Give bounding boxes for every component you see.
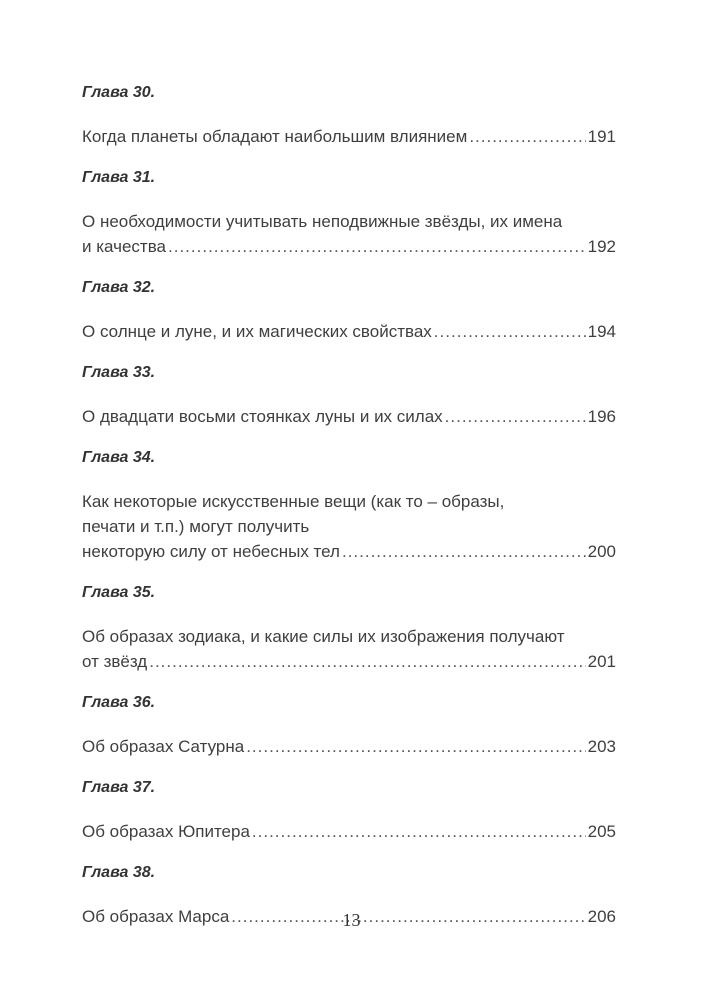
dot-leader (342, 539, 586, 564)
toc-chapter-30 (82, 80, 616, 149)
toc-entry-title: некоторую силу от небесных тел (82, 542, 340, 561)
toc-chapter-34 (82, 445, 616, 564)
dot-leader (168, 234, 586, 259)
toc-page-number: 203 (587, 737, 616, 756)
toc-entry-line: Как некоторые искусственные вещи (как то – образы, (82, 492, 505, 511)
toc-page-number: 194 (587, 322, 616, 341)
toc-chapter-33 (82, 360, 616, 429)
toc-chapter-31 (82, 165, 616, 259)
toc-entry-title: и качества (82, 237, 167, 256)
chapter-heading: Глава 34. (82, 449, 156, 466)
toc-entry[interactable] (82, 319, 616, 344)
chapter-heading: Глава 36. (82, 694, 156, 711)
table-of-contents (82, 80, 616, 945)
toc-entry-title: О солнце и луне, и их магических свойствах (82, 322, 432, 341)
toc-entry-line: Об образах зодиака, и какие силы их изображения получают (82, 627, 565, 646)
toc-chapter-35 (82, 580, 616, 674)
toc-entry-title: от звёзд (82, 652, 148, 671)
dot-leader (252, 819, 586, 844)
toc-entry-title: Когда планеты обладают наибольшим влиянием (82, 127, 468, 146)
toc-entry[interactable] (82, 404, 616, 429)
toc-entry-line: О необходимости учитывать неподвижные звёзды, их имена (82, 212, 563, 231)
toc-page-number: 200 (587, 542, 616, 561)
dot-leader (469, 124, 585, 149)
toc-chapter-36 (82, 690, 616, 759)
toc-entry-title: Об образах Юпитера (82, 822, 250, 841)
toc-page-number: 192 (587, 237, 616, 256)
dot-leader (149, 649, 585, 674)
toc-chapter-32 (82, 275, 616, 344)
dot-leader (445, 404, 586, 429)
toc-entry-last-line (82, 734, 616, 759)
toc-entry[interactable] (82, 624, 616, 674)
chapter-heading: Глава 37. (82, 779, 156, 796)
page-footer-number: 13 (342, 910, 361, 930)
dot-leader (246, 734, 585, 759)
toc-entry[interactable] (82, 124, 616, 149)
toc-entry[interactable] (82, 209, 616, 259)
chapter-heading: Глава 35. (82, 584, 156, 601)
chapter-heading: Глава 38. (82, 864, 156, 881)
toc-entry-last-line (82, 234, 616, 259)
toc-page-number: 191 (587, 127, 616, 146)
toc-entry-last-line (82, 539, 616, 564)
toc-entry[interactable] (82, 734, 616, 759)
toc-page-number: 196 (587, 407, 616, 426)
dot-leader (434, 319, 586, 344)
toc-entry[interactable] (82, 819, 616, 844)
toc-entry-line: печати и т.п.) могут получить (82, 517, 310, 536)
toc-entry[interactable] (82, 489, 616, 564)
toc-entry-last-line (82, 319, 616, 344)
toc-chapter-37 (82, 775, 616, 844)
toc-page-number: 206 (587, 907, 616, 926)
toc-entry-title: О двадцати восьми стоянках луны и их силах (82, 407, 443, 426)
toc-entry-title: Об образах Сатурна (82, 737, 245, 756)
chapter-heading: Глава 31. (82, 169, 156, 186)
chapter-heading: Глава 33. (82, 364, 156, 381)
toc-entry-last-line (82, 819, 616, 844)
chapter-heading: Глава 30. (82, 84, 156, 101)
toc-page-number: 205 (587, 822, 616, 841)
toc-entry-last-line (82, 404, 616, 429)
chapter-heading: Глава 32. (82, 279, 156, 296)
toc-page-number: 201 (587, 652, 616, 671)
toc-entry-title: Об образах Марса (82, 907, 230, 926)
toc-entry-last-line (82, 649, 616, 674)
toc-entry-last-line (82, 124, 616, 149)
